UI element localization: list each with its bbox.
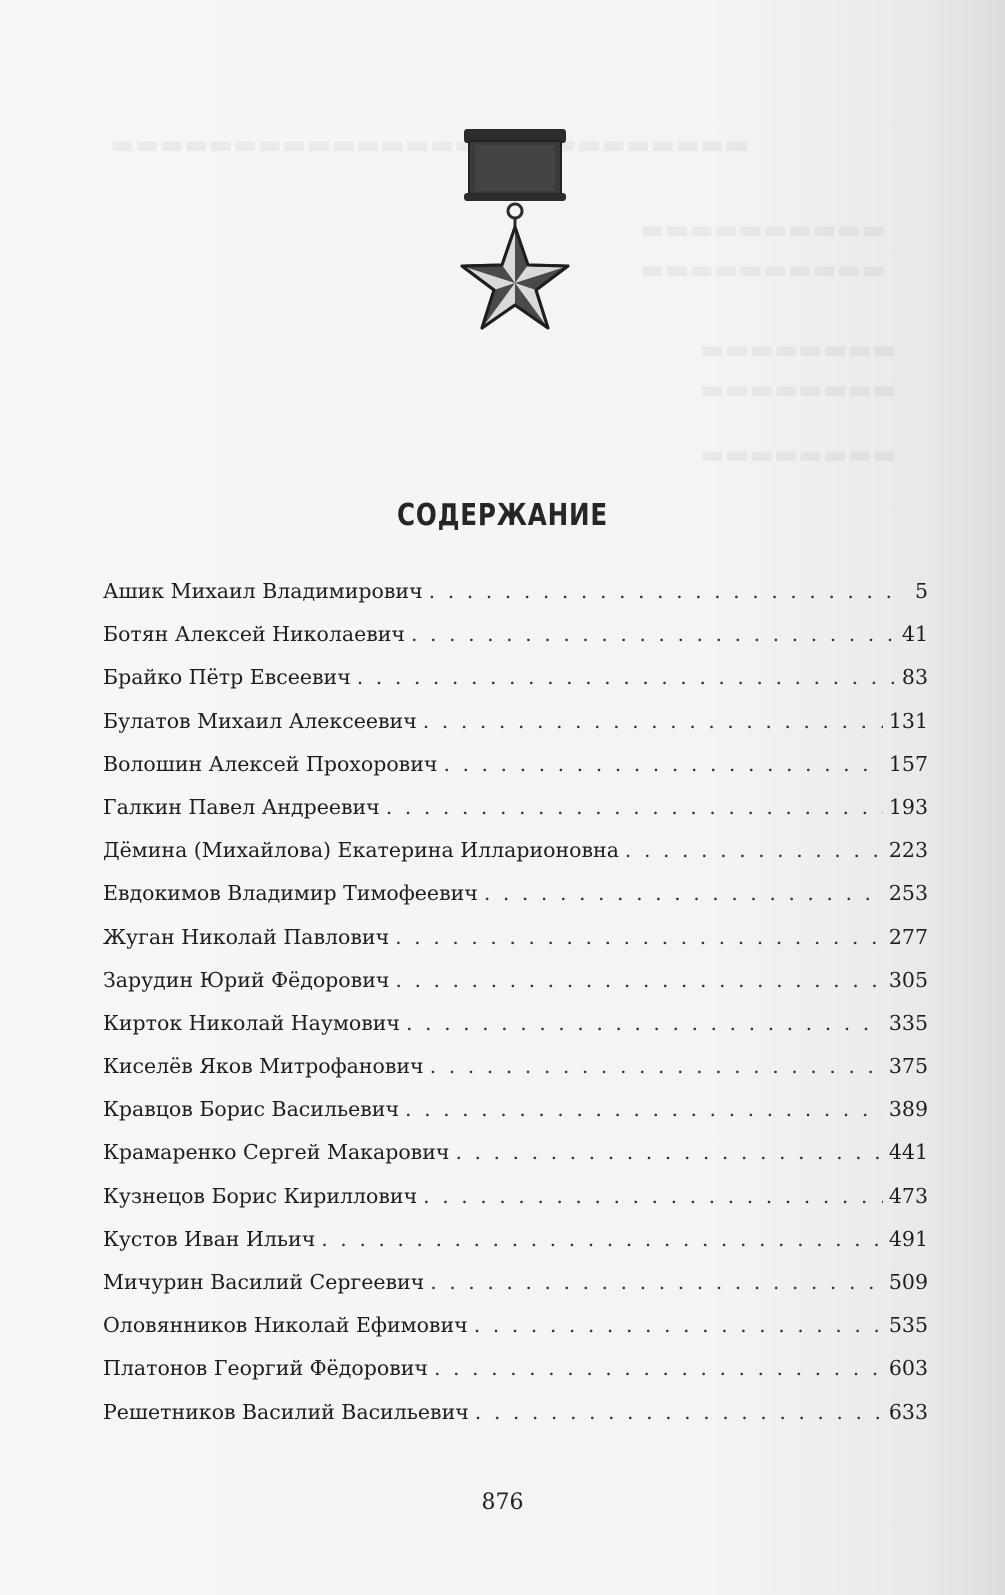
- show-through-text: [640, 255, 886, 285]
- toc-entry[interactable]: [103, 1096, 928, 1139]
- toc-entry-name: Волошин Алексей Прохорович: [103, 751, 438, 776]
- toc-entry-name: Мичурин Василий Сергеевич: [103, 1270, 425, 1294]
- toc-entry-name: Галкин Павел Андреевич: [103, 794, 380, 819]
- toc-entry-page: 375: [888, 1054, 928, 1079]
- toc-entry-name: Кузнецов Борис Кириллович: [103, 1183, 418, 1208]
- toc-entry-page: 193: [888, 794, 928, 819]
- toc-entry-name: Евдокимов Владимир Тимофеевич: [103, 881, 478, 906]
- toc-entry-page: 491: [888, 1226, 928, 1251]
- toc-entry[interactable]: [103, 1183, 928, 1226]
- toc-leader-dots: [386, 794, 883, 820]
- toc-leader-dots: [475, 1399, 883, 1425]
- toc-entry-page: 131: [888, 708, 928, 733]
- toc-leader-dots: [423, 1183, 883, 1209]
- toc-leader-dots: [411, 621, 894, 647]
- toc-leader-dots: [430, 1053, 883, 1079]
- toc-entry-name: Киселёв Яков Митрофанович: [103, 1054, 424, 1079]
- toc-entry-name: Ботян Алексей Николаевич: [103, 622, 405, 647]
- toc-entry-page: 253: [888, 881, 928, 906]
- toc-entry[interactable]: [103, 664, 928, 707]
- toc-entry[interactable]: [103, 837, 928, 880]
- toc-leader-dots: [434, 1355, 883, 1381]
- toc-entry-page: 157: [888, 751, 928, 776]
- toc-entry[interactable]: [103, 1399, 928, 1442]
- toc-entry[interactable]: [103, 1139, 928, 1182]
- toc-entry[interactable]: [103, 1053, 928, 1096]
- toc-entry-page: 441: [888, 1140, 928, 1165]
- show-through-text: [700, 375, 897, 405]
- toc-leader-dots: [429, 578, 894, 604]
- show-through-text: [640, 215, 886, 245]
- toc-leader-dots: [395, 967, 882, 993]
- show-through-text: [110, 130, 749, 160]
- toc-entry[interactable]: [103, 1355, 928, 1398]
- toc-leader-dots: [430, 1269, 883, 1295]
- toc-entry-name: Кирток Николай Наумович: [103, 1010, 400, 1035]
- toc-leader-dots: [405, 1096, 883, 1122]
- toc-entry-page: 335: [888, 1010, 928, 1035]
- page-title: СОДЕРЖАНИЕ: [396, 498, 609, 533]
- toc-entry-name: Ашик Михаил Владимирович: [103, 579, 423, 603]
- toc-entry-page: 509: [888, 1270, 928, 1294]
- toc-entry-page: 223: [888, 838, 928, 863]
- toc-entry-page: 603: [888, 1356, 928, 1381]
- toc-leader-dots: [443, 751, 882, 777]
- toc-entry-name: Оловянников Николай Ефимович: [103, 1313, 468, 1338]
- toc-entry-page: 473: [888, 1183, 928, 1208]
- toc-entry-name: Кравцов Борис Васильевич: [103, 1097, 400, 1122]
- table-of-contents: [103, 578, 928, 1442]
- toc-entry-page: 535: [888, 1313, 928, 1338]
- page-number: 876: [481, 1490, 524, 1515]
- toc-leader-dots: [484, 880, 883, 906]
- toc-entry-name: Брайко Пётр Евсеевич: [103, 665, 351, 690]
- toc-leader-dots: [395, 924, 883, 950]
- toc-entry-page: 277: [888, 924, 928, 949]
- toc-entry[interactable]: [103, 1226, 928, 1269]
- toc-entry-name: Жуган Николай Павлович: [103, 924, 390, 949]
- toc-entry[interactable]: [103, 924, 928, 967]
- toc-entry[interactable]: [103, 880, 928, 923]
- toc-entry-page: 633: [888, 1399, 928, 1424]
- toc-entry-page: 389: [888, 1097, 928, 1122]
- toc-entry-name: Платонов Георгий Фёдорович: [103, 1356, 428, 1381]
- toc-leader-dots: [406, 1010, 883, 1036]
- toc-entry[interactable]: [103, 751, 928, 794]
- toc-entry-name: Кустов Иван Ильич: [103, 1226, 316, 1251]
- toc-entry[interactable]: [103, 578, 928, 621]
- toc-entry[interactable]: [103, 967, 928, 1010]
- toc-entry-name: Дёмина (Михайлова) Екатерина Илларионовна: [103, 838, 619, 863]
- toc-entry[interactable]: [103, 1010, 928, 1053]
- toc-entry-name: Булатов Михаил Алексеевич: [103, 708, 417, 733]
- toc-entry-page: 41: [901, 622, 928, 647]
- toc-entry-page: 305: [888, 967, 928, 992]
- toc-entry[interactable]: [103, 1312, 928, 1355]
- toc-entry[interactable]: [103, 794, 928, 837]
- toc-leader-dots: [625, 837, 883, 863]
- show-through-text: [700, 335, 897, 365]
- toc-leader-dots: [455, 1139, 882, 1165]
- toc-leader-dots: [423, 708, 883, 734]
- toc-leader-dots: [357, 664, 894, 690]
- toc-entry[interactable]: [103, 1269, 928, 1312]
- toc-leader-dots: [474, 1312, 883, 1338]
- toc-entry[interactable]: [103, 708, 928, 751]
- show-through-text: [700, 440, 897, 470]
- toc-entry[interactable]: [103, 621, 928, 664]
- toc-entry-page: 5: [914, 579, 928, 603]
- toc-entry-name: Решетников Василий Васильевич: [103, 1399, 469, 1424]
- gold-star-medal-icon: [455, 125, 575, 345]
- toc-entry-page: 83: [901, 665, 928, 690]
- toc-leader-dots: [321, 1226, 883, 1252]
- toc-entry-name: Зарудин Юрий Фёдорович: [103, 967, 390, 992]
- toc-entry-name: Крамаренко Сергей Макарович: [103, 1140, 450, 1165]
